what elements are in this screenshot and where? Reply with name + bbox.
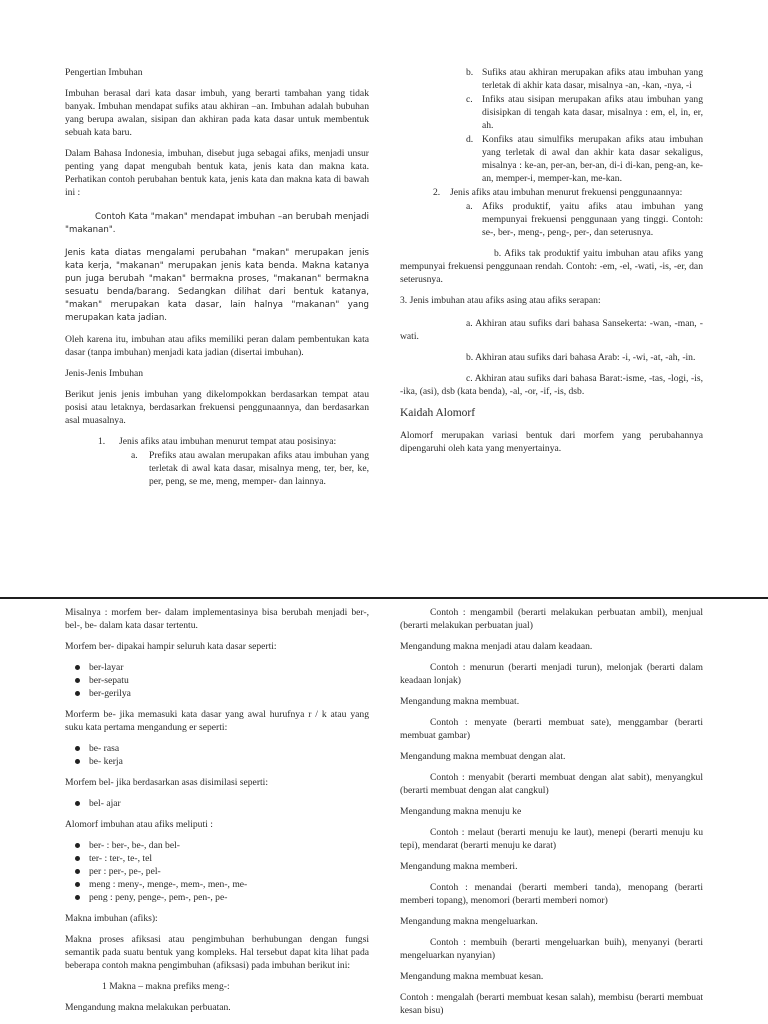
list-item-1b: b. Sufiks atau akhiran merupakan afiks atau imbuhan yang terletak di akhir kata dasar, misalnya -an, -kan, -nya, -i — [466, 67, 703, 91]
paragraph: Berikut jenis jenis imbuhan yang dikelompokkan berdasarkan tempat atau posisi atau letaknya, berdasarkan frekuensi penggunaannya, dan berdasarkan asal muasalnya. — [65, 389, 369, 426]
document-page-2 — [0, 599, 768, 1024]
list-item: per : per-, pe-, pel- — [65, 865, 369, 878]
paragraph: Makna proses afiksasi atau pengimbuhan berhubungan dengan fungsi semantik pada suatu bentuk yang kompleks. Hal tersebut dapat kita lihat pada beberapa contoh makna pengimbuhan (afiksasi) pada imbuhan berikut ini: — [65, 934, 369, 971]
paragraph: Oleh karena itu, imbuhan atau afiks memiliki peran dalam pembentukan kata dasar (tanpa imbuhan) menjadi kata jadian (disertai imbuhan). — [65, 334, 369, 358]
bullet-list — [65, 742, 369, 768]
list-item-1a: a. Prefiks atau awalan merupakan afiks atau imbuhan yang terletak di awal kata dasar, misalnya meng, ter, ber, ke, per, peng, se me, meng, memper- dan lainnya. — [131, 450, 369, 487]
bullet-list — [65, 797, 369, 810]
list-item-2: 2. Jenis afiks atau imbuhan menurut frekuensi penggunaannya: — [433, 187, 683, 198]
example-paragraph: Contoh Kata "makan" mendapat imbuhan –an berubah menjadi "makanan". — [65, 212, 369, 235]
list-item-3a: a. Akhiran atau sufiks dari bahasa Sansekerta: -wan, -man, -wati. — [400, 318, 703, 342]
example-paragraph: Contoh : menyate (berarti membuat sate), menggambar (berarti membuat gambar) — [400, 717, 703, 741]
bullet-list — [65, 661, 369, 700]
list-item: ber- : ber-, be-, dan bel- — [65, 839, 369, 852]
paragraph: Makna imbuhan (afiks): — [65, 913, 158, 924]
list-item: ber-layar — [65, 661, 369, 674]
list-item: ter- : ter-, te-, tel — [65, 852, 369, 865]
list-item-3: 3. Jenis imbuhan atau afiks asing atau afiks serapan: — [400, 295, 601, 306]
meaning-paragraph: Mengandung makna membuat dengan alat. — [400, 751, 566, 762]
list-item: peng : peny, penge-, pem-, pen-, pe- — [65, 891, 369, 904]
meaning-paragraph: Mengandung makna memberi. — [400, 861, 518, 872]
page1-right-column — [400, 66, 703, 463]
paragraph: Alomorf imbuhan atau afiks meliputi : — [65, 819, 213, 830]
example-paragraph: Contoh : menyabit (berarti membuat dengan alat sabit), menyangkul (berarti membuat dengan alat cangkul) — [400, 772, 703, 796]
list-item-1: 1. Jenis afiks atau imbuhan menurut tempat atau posisinya: — [98, 436, 337, 447]
list-item: be- rasa — [65, 742, 369, 755]
example-paragraph: Contoh : mengambil (berarti melakukan perbuatan ambil), menjual (berarti melakukan perbuatan jual) — [400, 607, 703, 631]
paragraph: Dalam Bahasa Indonesia, imbuhan, disebut juga sebagai afiks, menjadi unsur penting yang dapat mengubah bentuk kata, jenis kata dan makna kata. Perhatikan contoh perubahan bentuk kata, jenis kata dan makna kata di bawah ini : — [65, 148, 369, 198]
list-item-2b: b. Afiks tak produktif yaitu imbuhan atau afiks yang mempunyai frekuensi penggunaan rendah. Contoh: -em, -el, -wati, -is, -er, dan seterusnya. — [400, 248, 703, 285]
meaning-paragraph: Mengandung makna mengeluarkan. — [400, 916, 538, 927]
meaning-paragraph: Mengandung makna membuat. — [400, 696, 520, 707]
paragraph: Mengandung makna melakukan perbuatan. — [65, 1002, 231, 1013]
paragraph: Morfem bel- jika berdasarkan asas disimilasi seperti: — [65, 777, 269, 788]
list-item: bel- ajar — [65, 797, 369, 810]
example-paragraph: Contoh : membuih (berarti mengeluarkan buih), menyanyi (berarti mengeluarkan nyanyian) — [400, 937, 703, 961]
section-title-kaidah: Kaidah Alomorf — [400, 407, 476, 419]
paragraph: 1 Makna – makna prefiks meng-: — [102, 981, 230, 992]
example-paragraph: Contoh : menandai (berarti memberi tanda), menopang (berarti memberi topang), menomori (berarti memberi nomor) — [400, 882, 703, 906]
example-paragraph: Contoh : mengalah (berarti membuat kesan salah), membisu (berarti membuat kesan bisu) — [400, 992, 703, 1016]
page1-left-column — [65, 66, 369, 489]
list-item: meng : meny-, menge-, mem-, men-, me- — [65, 878, 369, 891]
meaning-paragraph: Mengandung makna menjadi atau dalam keadaan. — [400, 641, 593, 652]
example-paragraph: Contoh : menurun (berarti menjadi turun), melonjak (berarti dalam keadaan lonjak) — [400, 662, 703, 686]
paragraph: Alomorf merupakan variasi bentuk dari morfem yang perubahannya dipengaruhi oleh kata yang menyertainya. — [400, 430, 703, 454]
list-item-1d: d. Konfiks atau simulfiks merupakan afiks atau imbuhan yang terletak di awal dan akhir kata dasar sekaligus, misalnya : ke-an, per-an, ber-an, di-i di-kan, peng-an, ke-an, memper-i, memper-kan, me-kan. — [466, 134, 703, 184]
list-item-1c: c. Infiks atau sisipan merupakan afiks atau imbuhan yang disisipkan di tengah kata dasar, misalnya : em, el, in, er, ah. — [466, 94, 703, 131]
page2-right-column — [400, 606, 703, 1024]
list-item: be- kerja — [65, 755, 369, 768]
paragraph: Imbuhan berasal dari kata dasar imbuh, yang berarti tambahan yang tidak banyak. Imbuhan mendapat sufiks atau akhiran –an. Imbuhan adalah bubuhan yang berupa awalan, sisipan dan akhiran pada kata dasar untuk membentuk sebuah kata baru. — [65, 88, 369, 138]
list-item: ber-sepatu — [65, 674, 369, 687]
paragraph: Morfem ber- dipakai hampir seluruh kata dasar seperti: — [65, 641, 277, 652]
bullet-list — [65, 839, 369, 904]
paragraph: Morferm be- jika memasuki kata dasar yang awal hurufnya r / k atau yang suku kata pertama mengandung er seperti: — [65, 709, 369, 733]
page2-left-column — [65, 606, 369, 1022]
meaning-paragraph: Mengandung makna membuat kesan. — [400, 971, 544, 982]
section-title-pengertian: Pengertian Imbuhan — [65, 67, 143, 78]
paragraph: Misalnya : morfem ber- dalam implementasinya bisa berubah menjadi ber-, bel-, be- dalam kata dasar tertentu. — [65, 607, 369, 631]
list-item: ber-gerilya — [65, 687, 369, 700]
list-item-3c: c. Akhiran atau sufiks dari bahasa Barat:-isme, -tas, -logi, -is, -ika, (asi), dsb (kata benda), -al, -or, -if, -is, dsb. — [400, 373, 703, 397]
list-item-2a: a. Afiks produktif, yaitu afiks atau imbuhan yang mempunyai frekuensi penggunaan yang tinggi. Contoh: se-, ber-, meng-, peng-, per-, dan seterusnya. — [466, 201, 703, 238]
example-paragraph: Contoh : melaut (berarti menuju ke laut), menepi (berarti menuju ku tepi), mendarat (berarti menuju ke darat) — [400, 827, 703, 851]
section-title-jenis: Jenis-Jenis Imbuhan — [65, 368, 144, 379]
explanation-paragraph: Jenis kata diatas mengalami perubahan "makan" merupakan jenis kata kerja, "makanan" merupakan jenis kata benda. Makna katanya pun juga berubah "makan" bermakna proses, "makanan" bermakna sesuatu benda/barang. Sedangkan dilihat dari bentuk katanya, "makan" merupakan kata dasar, lain halnya "makanan" yang merupakan kata jadian. — [65, 248, 369, 323]
meaning-paragraph: Mengandung makna menuju ke — [400, 806, 522, 817]
list-item-3b: b. Akhiran atau sufiks dari bahasa Arab: -i, -wi, -at, -ah, -in. — [466, 352, 696, 363]
